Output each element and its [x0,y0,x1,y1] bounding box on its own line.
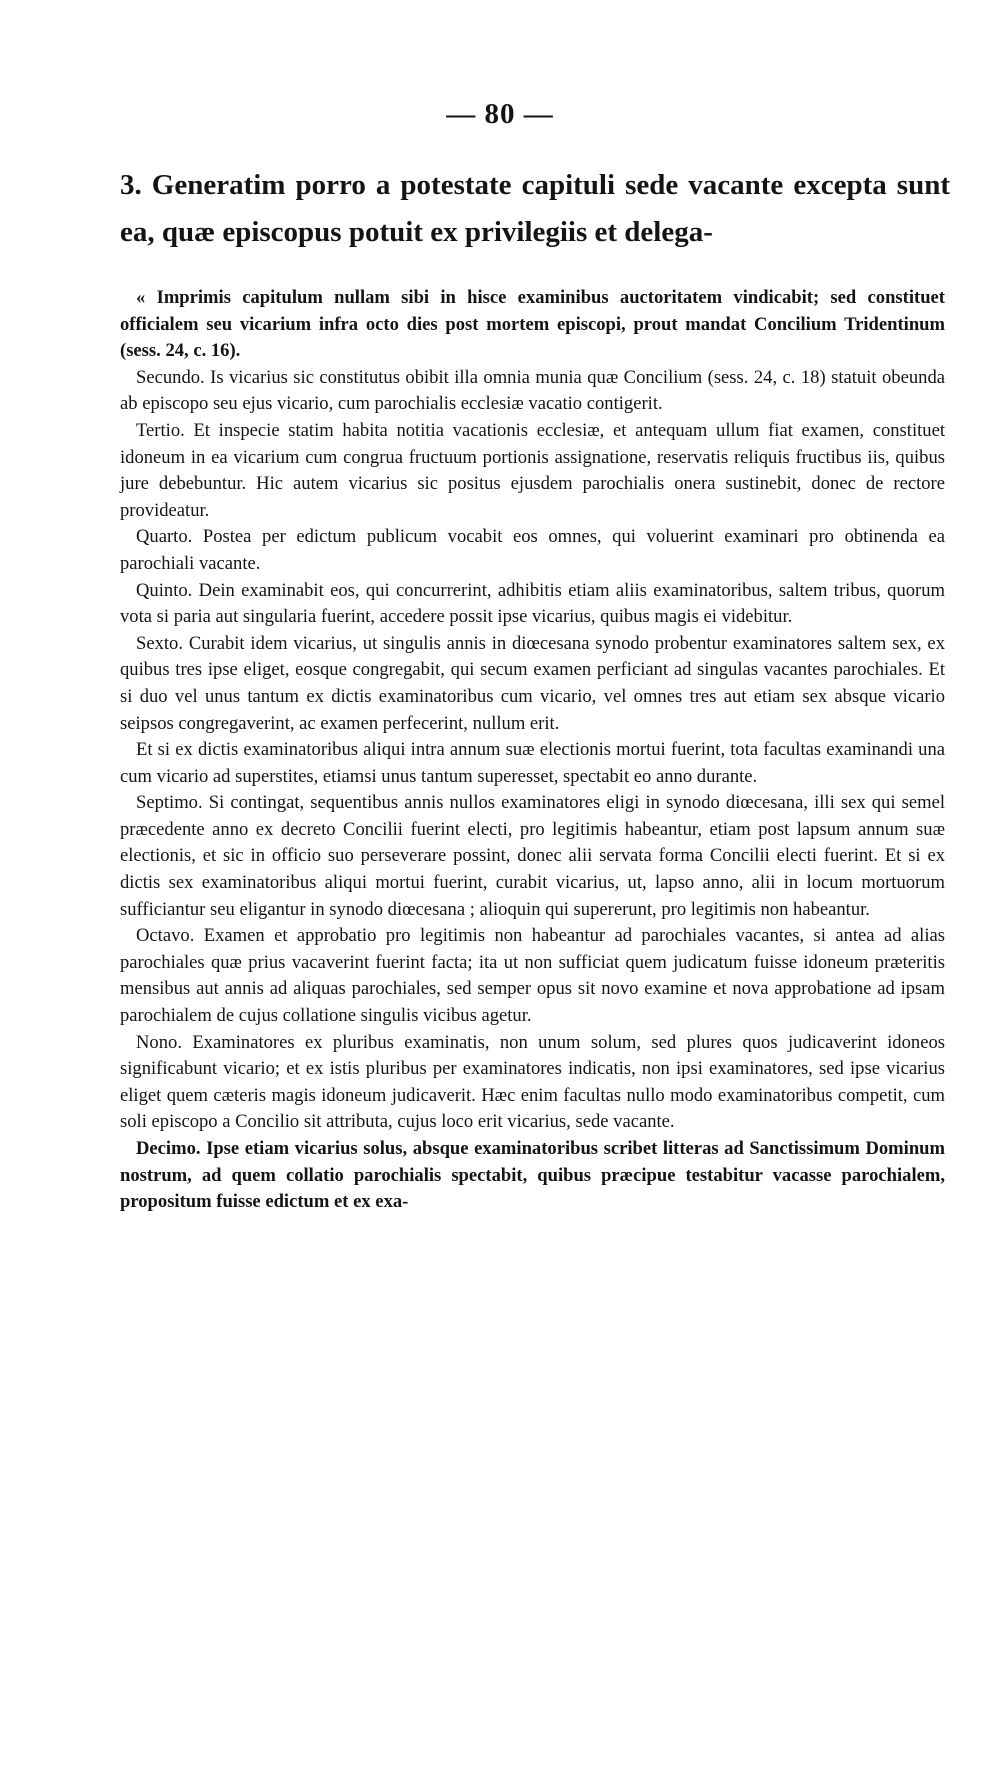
page-number: — 80 — [446,98,554,130]
paragraph-imprimis: « Imprimis capitulum nullam sibi in hisce examinibus auctoritatem vindicabit; sed constituet officialem seu vicarium infra octo dies post mortem episcopi, prout mandat Concilium Tridentinum (sess. 24, c. 16). [120,287,945,362]
paragraph-sexto-continued: Et si ex dictis examinatoribus aliqui intra annum suæ electionis mortui fuerint, tota facultas examinandi una cum vicario ad superstites, etiamsi unus tantum superesset, spectabit eo anno durante. [120,739,945,787]
paragraph-nono: Nono. Examinatores ex pluribus examinatis, non unum solum, sed plures quos judicaverint idoneos significabunt vicario; et ex istis pluribus per examinatores indicatis, non ipsi examinatores, sed ipse vicarius eliget quem cæteris magis idoneum judicaverit. Hæc enim facultas nullo modo examinatoribus competit, cum soli episcopo a Concilio sit attributa, cujus loco erit vicarius, sede vacante. [120,1031,945,1133]
paragraph-septimo: Septimo. Si contingat, sequentibus annis nullos examinatores eligi in synodo diœcesana, illi sex qui semel præcedente anno ex decreto Concilii fuerint electi, pro legitimis habeantur, etiam post lapsum annum suæ electionis, et sic in officio suo perseverare possint, donec alii servata forma Concilii electi fuerint. Et si ex dictis sex examinatoribus aliqui mortui fuerint, curabit vicarius, ut, lapso anno, alii in locum mortuorum sufficiantur seu eligantur in synodo diœcesana ; alioquin qui supererunt, pro legitimis non habeantur. [120,792,945,920]
paragraph-secundo: Secundo. Is vicarius sic constitutus obibit illa omnia munia quæ Concilium (sess. 24, c. 18) statuit obeunda ab episcopo seu ejus vicario, cum parochialis ecclesiæ vacatio contigerit. [120,366,945,415]
paragraph-tertio: Tertio. Et inspecie statim habita notitia vacationis ecclesiæ, et antequam ullum fiat examen, constituet idoneum in ea vicarium cum congrua fructuum portionis assignatione, reservatis reliquis fructibus iis, quibus jure debebuntur. Hic autem vicarius sic positus ejusdem parochialis onera sustinebit, donec de rectore provideatur. [120,419,945,521]
section-intro-heading: 3. Generatim porro a potestate capituli sede vacante excepta sunt ea, quæ episcopus potuit ex privilegiis et delega- [120,169,950,248]
paragraph-sexto: Sexto. Curabit idem vicarius, ut singulis annis in diœcesana synodo probentur examinatores saltem sex, ex quibus tres ipse eliget, eosque congregabit, qui secum examen perficiant ad singulas vacantes parochiales. Et si duo vel unus tantum ex dictis examinatoribus cum vicario, vel omnes tres aut etiam sex absque vicario seipsos congregaverint, ac examen perfecerint, nullum erit. [120,632,945,734]
paragraph-decimo: Decimo. Ipse etiam vicarius solus, absque examinatoribus scribet litteras ad Sanctissimum Dominum nostrum, ad quem collatio parochialis spectabit, quibus præcipue testabitur vacasse parochialem, propositum fuisse edictum et ex exa- [120,1138,945,1213]
paragraph-quarto: Quarto. Postea per edictum publicum vocabit eos omnes, qui voluerint examinari pro obtinenda ea parochiali vacante. [120,526,945,574]
quoted-decree-text [120,285,945,1216]
paragraph-quinto: Quinto. Dein examinabit eos, qui concurrerint, adhibitis etiam aliis examinatoribus, saltem tribus, quorum vota si paria aut singularia fuerint, accedere possit ipse vicarius, quibus magis ei videbitur. [120,579,945,628]
paragraph-octavo: Octavo. Examen et approbatio pro legitimis non habeantur ad parochiales vacantes, si antea ad alias parochiales quæ prius vacaverint fuerint facta; ita ut non sufficiat quem judicatum fuisse idoneum præteritis mensibus aut annis ad aliquas parochiales, sed semper opus sit novo examine et nova approbatione ad ipsam parochialem de cujus collatione singulis vicibus agetur. [120,925,945,1027]
